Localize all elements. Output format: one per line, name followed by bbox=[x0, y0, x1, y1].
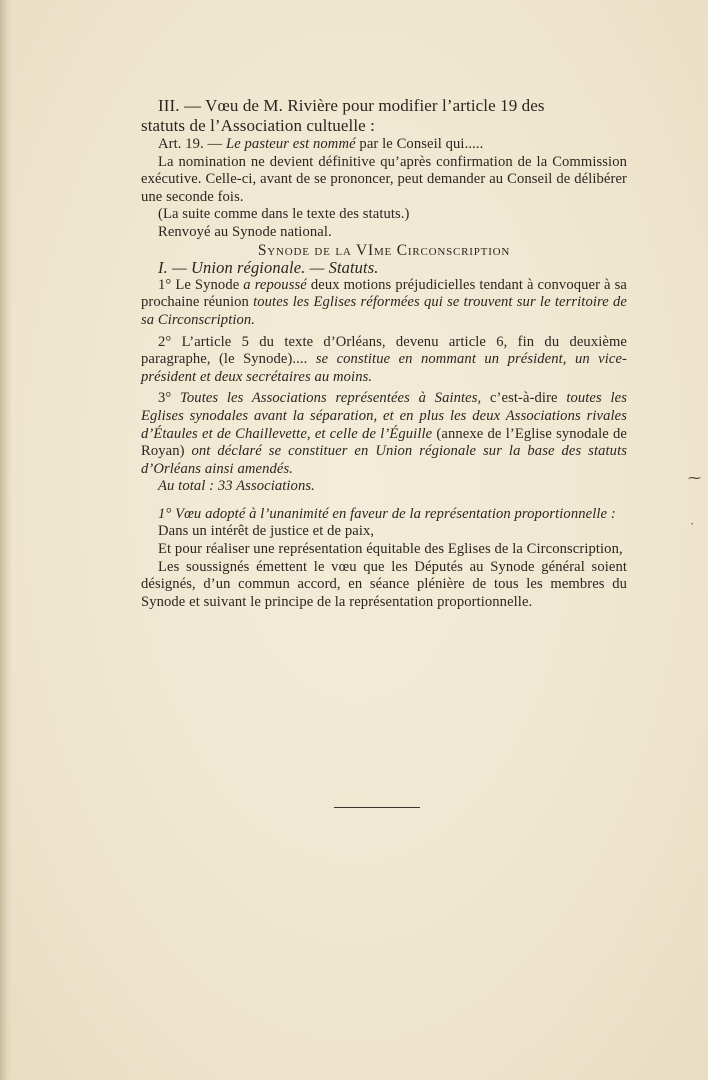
voeu-line-3: Les soussignés émettent le vœu que les Députés au Synode général soient désignés, d’un commun accord, en séance plénière de tous les membres du Synode et suivant le principe de la représentation proportionnelle. bbox=[141, 558, 627, 610]
section3-paragraph-1: La nomination ne devient définitive qu’après confirmation de la Commission exécutive. Celle-ci, avant de se prononcer, peut demander au Conseil de délibérer une seconde fois. bbox=[141, 153, 627, 205]
synode-item-3 bbox=[141, 390, 627, 478]
item3-text-a: 3° bbox=[158, 390, 181, 407]
item3-text-d: toutes les Eglises synodales avant la séparation, et en plus les deux Associations rivales d’Étaules et de Chaillevette, et celle de l’Éguille bbox=[141, 390, 627, 442]
item1-text-a: 1° Le Synode bbox=[158, 276, 244, 293]
item1-text-c: deux motions préjudicielles tendant à convoquer à sa prochaine réunion bbox=[141, 276, 627, 311]
margin-dot-icon: · bbox=[690, 516, 695, 531]
item3-text-e: (annexe de l’Eglise synodale de Royan) bbox=[141, 425, 627, 460]
separator-rule bbox=[334, 807, 420, 808]
voeu-title: 1° Vœu adopté à l’unanimité en faveur de la représentation proportionnelle : bbox=[158, 505, 616, 522]
page-edge-shadow bbox=[0, 0, 12, 1080]
margin-mark-icon: ⁓ bbox=[688, 470, 701, 485]
item3-text-c: c’est-à-dire bbox=[481, 390, 567, 407]
item2-text-b: se constitue en nommant un président, un vice-président et deux secrétaires au moins. bbox=[141, 351, 627, 385]
section3-title-line1: III. — Vœu de M. Rivière pour modifier l’article 19 des bbox=[158, 96, 545, 115]
voeu-line-1: Dans un intérêt de justice et de paix, bbox=[158, 523, 375, 540]
section3-paragraph-2: (La suite comme dans le texte des statuts.) bbox=[158, 206, 410, 223]
item1-text-d: toutes les Eglises réformées qui se trouvent sur le territoire de sa Circonscription. bbox=[141, 294, 627, 328]
item1-text-b: a repoussé bbox=[243, 276, 307, 293]
synode-subheading: I. — Union régionale. — Statuts. bbox=[158, 258, 379, 278]
voeu-line-2: Et pour réaliser une représentation équitable des Eglises de la Circonscription, bbox=[158, 541, 623, 558]
article-rest: par le Conseil qui..... bbox=[355, 136, 484, 152]
synode-total: Au total : 33 Associations. bbox=[158, 478, 315, 495]
item3-text-f: ont déclaré se constituer en Union régionale sur la base des statuts d’Orléans ainsi amendés. bbox=[141, 443, 628, 477]
article-italic-text: Le pasteur est nommé bbox=[225, 136, 356, 152]
item2-text-a: 2° L’article 5 du texte d’Orléans, devenu article 6, fin du deuxième paragraphe, (le Synode).... bbox=[141, 333, 627, 368]
document-body bbox=[141, 96, 627, 611]
article-19 bbox=[141, 136, 627, 154]
synode-item-1 bbox=[141, 277, 627, 330]
synode-heading: Synode de la VIme Circonscription bbox=[257, 241, 511, 259]
section3-title-line2: statuts de l’Association cultuelle : bbox=[141, 116, 375, 135]
article-label: Art. 19. — bbox=[158, 136, 226, 152]
item3-text-b: Toutes les Associations représentées à Saintes, bbox=[180, 390, 482, 407]
section3-paragraph-3: Renvoyé au Synode national. bbox=[158, 223, 332, 240]
synode-item-2 bbox=[141, 334, 627, 387]
